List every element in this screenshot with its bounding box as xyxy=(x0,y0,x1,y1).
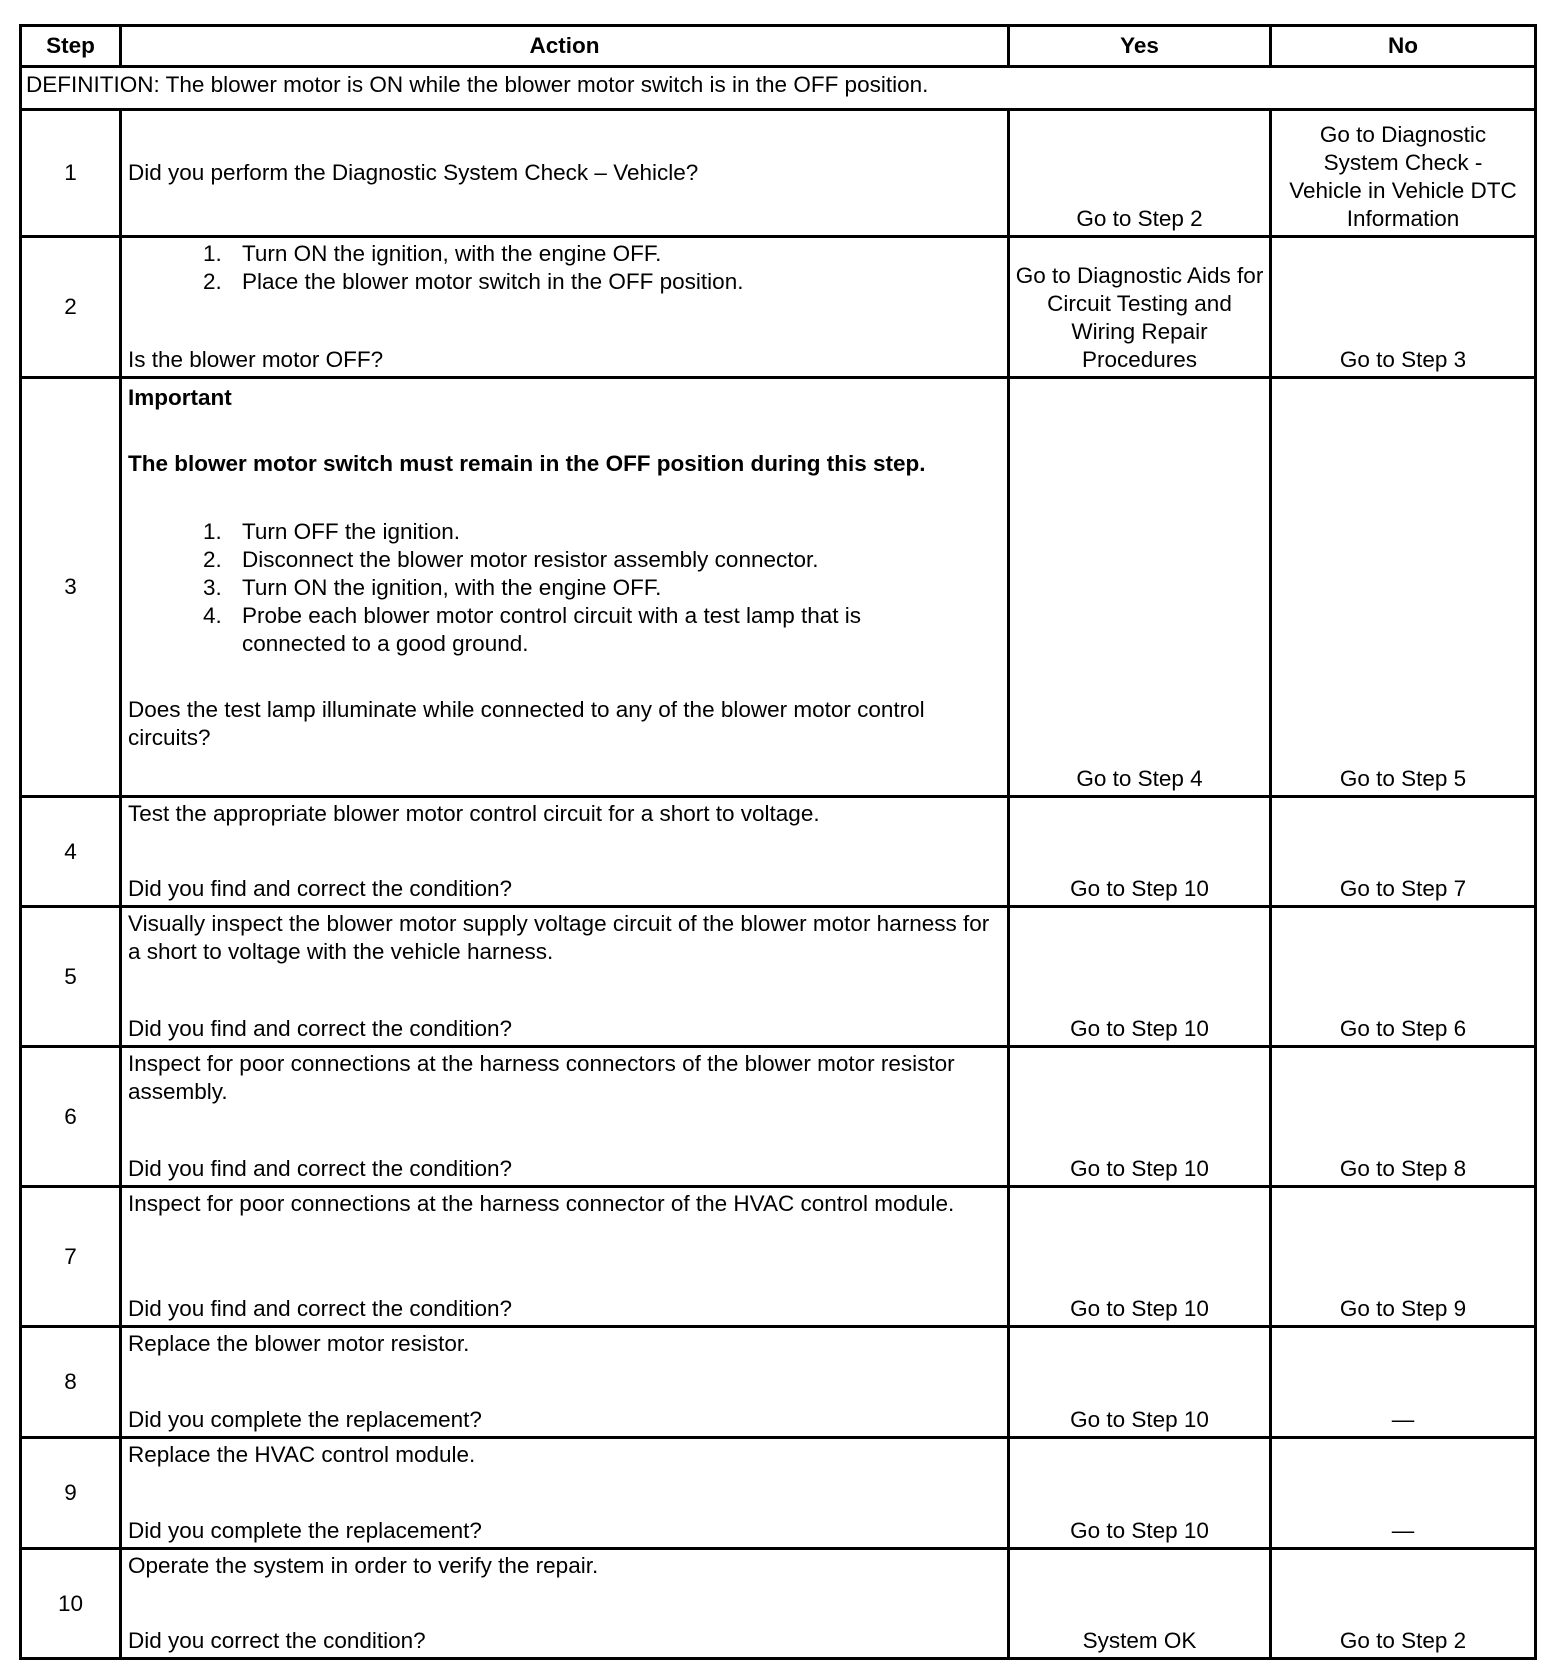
yes-cell: Go to Step 2 xyxy=(1009,110,1271,237)
question: Is the blower motor OFF? xyxy=(128,347,384,372)
list-item: 3. Turn ON the ignition, with the engine OFF. xyxy=(228,574,948,602)
no-cell: Go to Step 7 xyxy=(1271,797,1536,907)
instruction-list xyxy=(128,240,1001,296)
action-cell xyxy=(121,237,1009,378)
action-text: Replace the HVAC control module. xyxy=(128,1442,476,1467)
action-cell xyxy=(121,1549,1009,1659)
table-row xyxy=(21,378,1536,797)
table-row xyxy=(21,1549,1536,1659)
action-text: Replace the blower motor resistor. xyxy=(128,1331,470,1356)
table-row xyxy=(21,907,1536,1047)
no-cell: Go to Step 5 xyxy=(1271,378,1536,797)
yes-cell: Go to Diagnostic Aids for Circuit Testing and Wiring Repair Procedures xyxy=(1009,237,1271,378)
question: Did you correct the condition? xyxy=(128,1628,426,1653)
action-text: Visually inspect the blower motor supply voltage circuit of the blower motor harness for a short to voltage with the vehicle harness. xyxy=(128,911,990,964)
yes-cell: Go to Step 10 xyxy=(1009,907,1271,1047)
no-cell: Go to Step 8 xyxy=(1271,1047,1536,1187)
action-text: Test the appropriate blower motor control circuit for a short to voltage. xyxy=(128,801,820,826)
action-cell xyxy=(121,1327,1009,1438)
step-number: 4 xyxy=(21,797,121,907)
yes-cell: System OK xyxy=(1009,1549,1271,1659)
table-row xyxy=(21,797,1536,907)
header-step: Step xyxy=(21,26,121,67)
no-cell: Go to Step 9 xyxy=(1271,1187,1536,1327)
instruction-list xyxy=(128,518,948,658)
no-cell: Go to Diagnostic System Check - Vehicle in Vehicle DTC Information xyxy=(1271,110,1536,237)
header-row xyxy=(21,26,1536,67)
no-cell: Go to Step 3 xyxy=(1271,237,1536,378)
question: Did you find and correct the condition? xyxy=(128,1156,512,1181)
header-action: Action xyxy=(121,26,1009,67)
definition-text: DEFINITION: The blower motor is ON while the blower motor switch is in the OFF position. xyxy=(21,67,1536,110)
table-row xyxy=(21,1187,1536,1327)
step-number: 8 xyxy=(21,1327,121,1438)
table-row xyxy=(21,237,1536,378)
table-row xyxy=(21,1438,1536,1549)
step-number: 5 xyxy=(21,907,121,1047)
list-item: 4. Probe each blower motor control circuit with a test lamp that is connected to a good ground. xyxy=(228,602,948,658)
action-cell xyxy=(121,1047,1009,1187)
action-cell xyxy=(121,907,1009,1047)
question: Did you find and correct the condition? xyxy=(128,876,512,901)
step-number: 9 xyxy=(21,1438,121,1549)
step-number: 1 xyxy=(21,110,121,237)
yes-cell: Go to Step 10 xyxy=(1009,1187,1271,1327)
action-cell xyxy=(121,1438,1009,1549)
table-row xyxy=(21,1327,1536,1438)
important-label: Important xyxy=(128,385,232,410)
list-item: 2. Disconnect the blower motor resistor assembly connector. xyxy=(228,546,948,574)
action-cell xyxy=(121,797,1009,907)
no-cell: — xyxy=(1271,1438,1536,1549)
list-item: 1. Turn ON the ignition, with the engine OFF. xyxy=(228,240,1001,268)
no-cell: Go to Step 2 xyxy=(1271,1549,1536,1659)
header-yes: Yes xyxy=(1009,26,1271,67)
action-text: Operate the system in order to verify the repair. xyxy=(128,1553,599,1578)
yes-cell: Go to Step 10 xyxy=(1009,1047,1271,1187)
step-number: 3 xyxy=(21,378,121,797)
yes-cell: Go to Step 10 xyxy=(1009,1438,1271,1549)
yes-cell: Go to Step 4 xyxy=(1009,378,1271,797)
action-text: Inspect for poor connections at the harness connectors of the blower motor resistor assembly. xyxy=(128,1051,955,1104)
question: Did you find and correct the condition? xyxy=(128,1296,512,1321)
no-cell: — xyxy=(1271,1327,1536,1438)
step-number: 7 xyxy=(21,1187,121,1327)
question: Did you find and correct the condition? xyxy=(128,1016,512,1041)
action-text: Inspect for poor connections at the harness connector of the HVAC control module. xyxy=(128,1191,955,1216)
list-item: 2. Place the blower motor switch in the OFF position. xyxy=(228,268,1001,296)
action-cell xyxy=(121,110,1009,237)
yes-cell: Go to Step 10 xyxy=(1009,1327,1271,1438)
action-cell xyxy=(121,378,1009,797)
question: Does the test lamp illuminate while connected to any of the blower motor control circuits? xyxy=(128,697,925,750)
step-number: 10 xyxy=(21,1549,121,1659)
question: Did you complete the replacement? xyxy=(128,1518,482,1543)
definition-row xyxy=(21,67,1536,110)
step-number: 2 xyxy=(21,237,121,378)
diagnostic-table xyxy=(19,24,1537,1660)
yes-cell: Go to Step 10 xyxy=(1009,797,1271,907)
action-cell xyxy=(121,1187,1009,1327)
list-item: 1. Turn OFF the ignition. xyxy=(228,518,948,546)
step-number: 6 xyxy=(21,1047,121,1187)
question: Did you complete the replacement? xyxy=(128,1407,482,1432)
header-no: No xyxy=(1271,26,1536,67)
no-cell: Go to Step 6 xyxy=(1271,907,1536,1047)
table-row xyxy=(21,110,1536,237)
question: Did you perform the Diagnostic System Check – Vehicle? xyxy=(128,160,699,185)
table-row xyxy=(21,1047,1536,1187)
important-text: The blower motor switch must remain in the OFF position during this step. xyxy=(128,451,926,476)
